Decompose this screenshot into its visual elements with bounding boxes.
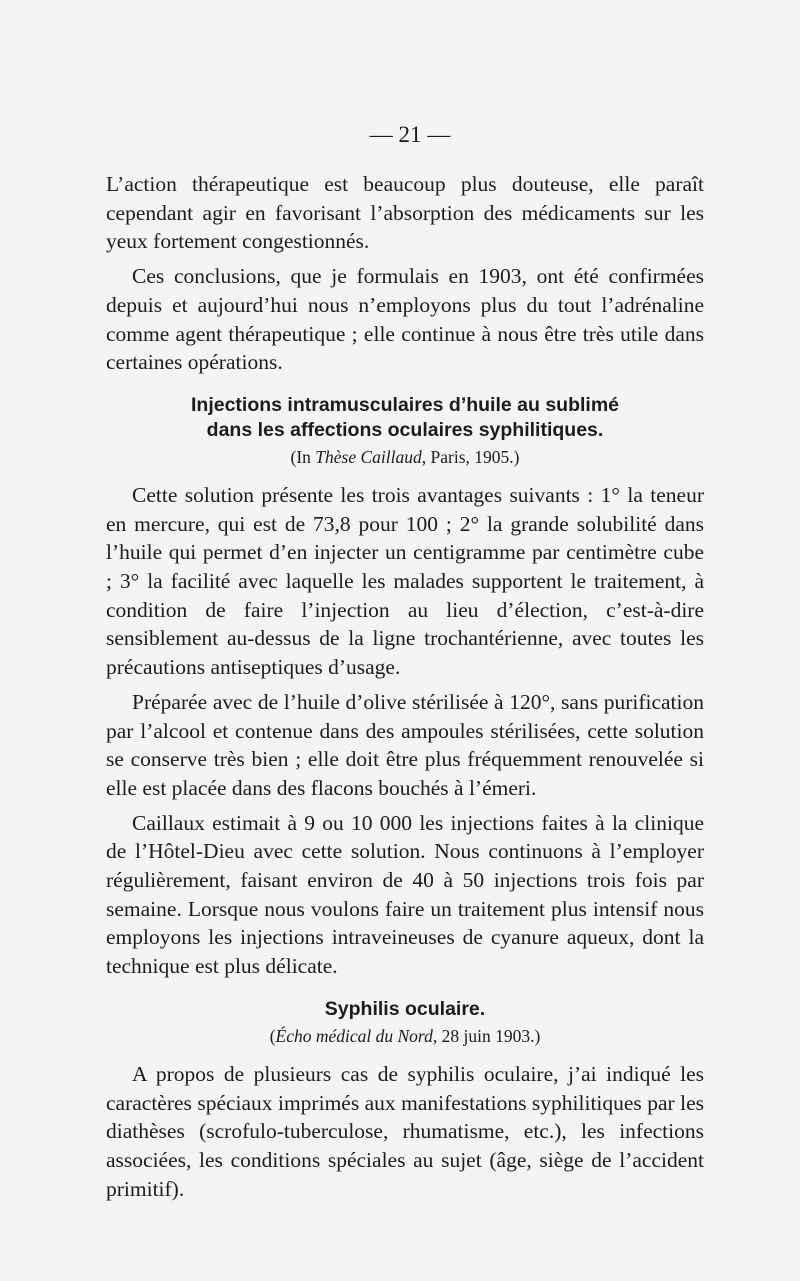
section-1-title-line-1: Injections intramusculaires d’huile au sublimé: [190, 393, 620, 416]
section-1-source-title: Thèse Caillaud: [315, 446, 422, 467]
section-1-source: [106, 445, 704, 469]
section-2-source-suffix: , 28 juin 1903.): [432, 1025, 541, 1046]
section-1-title-line-2: dans les affections oculaires syphilitiques.: [206, 418, 604, 441]
section-1-paragraph-2: Préparée avec de l’huile d’olive stérilisée à 120°, sans purification par l’alcool et contenue dans des ampoules stérilisées, cette solution se conserve très bien ; elle doit être plus fréquemment renouvelée si elle est placée dans des flacons bouchés à l’émeri.: [106, 689, 704, 800]
section-2-source-prefix: (: [269, 1025, 276, 1046]
section-2-source: [106, 1024, 704, 1048]
intro-paragraph-1: L’action thérapeutique est beaucoup plus douteuse, elle paraît cependant agir en favorisant l’absorption des médicaments sur les yeux fortement congestionnés.: [106, 172, 704, 254]
section-1-title: [106, 393, 704, 443]
page-content: [106, 120, 704, 1209]
page-number: — 21 —: [369, 122, 451, 147]
section-2-source-title: Écho médical du Nord: [275, 1025, 433, 1046]
intro-paragraph-2: Ces conclusions, que je formulais en 1903, ont été confirmées depuis et aujourd’hui nous n’employons plus du tout l’adrénaline comme agent thérapeutique ; elle continue à nous être très utile dans certaines opérations.: [106, 264, 704, 375]
section-2-title: Syphilis oculaire.: [324, 997, 486, 1020]
section-1-source-suffix: , Paris, 1905.): [421, 446, 520, 467]
section-2-paragraph-1: A propos de plusieurs cas de syphilis oculaire, j’ai indiqué les caractères spéciaux imprimés aux manifestations syphilitiques par les diathèses (scrofulo-tuberculose, rhumatisme, etc.), les infections associées, les conditions spéciales au sujet (âge, siège de l’accident primitif).: [106, 1061, 704, 1201]
section-1-paragraph-3: Caillaux estimait à 9 ou 10 000 les injections faites à la clinique de l’Hôtel-Dieu avec cette solution. Nous continuons à l’employer régulièrement, faisant environ de 40 à 50 injections trois fois par semaine. Lorsque nous voulons faire un traitement plus intensif nous employons les injections intraveineuses de cyanure aqueux, dont la technique est plus délicate.: [106, 810, 704, 979]
section-1-source-prefix: (In: [290, 446, 316, 467]
section-1-paragraph-1: Cette solution présente les trois avantages suivants : 1° la teneur en mercure, qui est de 73,8 pour 100 ; 2° la grande solubilité dans l’huile qui permet d’en injecter un centigramme par centimètre cube ; 3° la facilité avec laquelle les malades supportent le traitement, à condition de faire l’injection au lieu d’élection, c’est-à-dire sensiblement au-dessus de la ligne trochantérienne, avec toutes les précautions antiseptiques d’usage.: [106, 482, 704, 680]
